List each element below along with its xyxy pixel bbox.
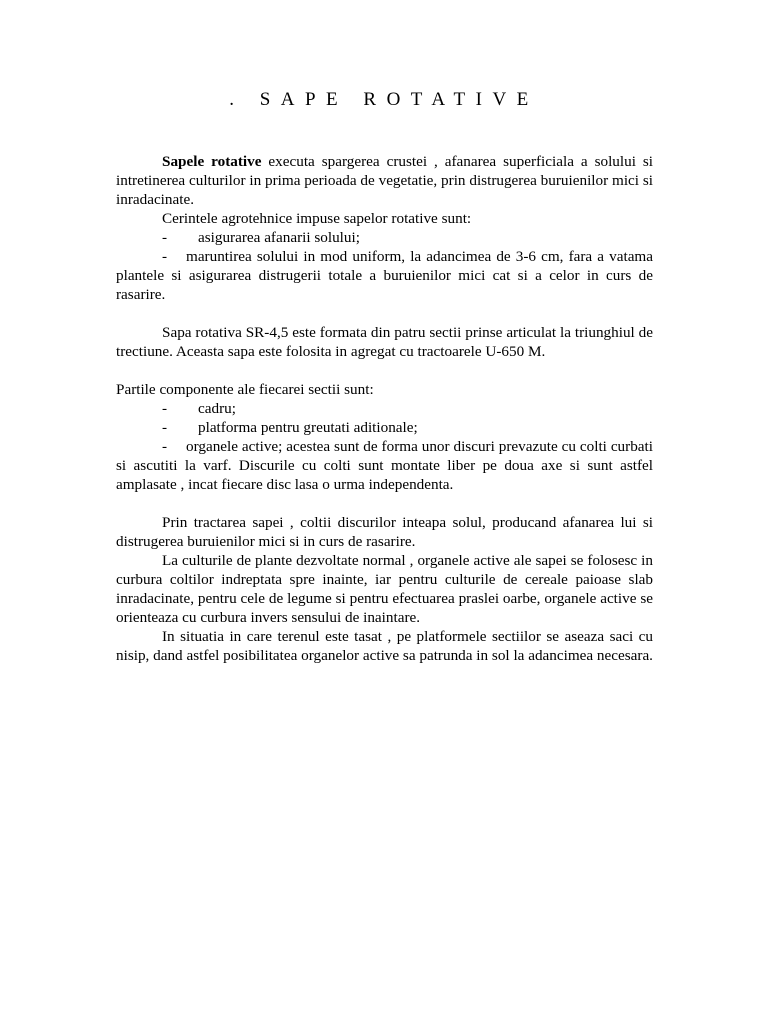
list-dash: - <box>162 438 168 455</box>
paragraph-components: Partile componente ale fiecarei sectii sunt: <box>116 381 374 398</box>
list-dash: - <box>162 248 168 265</box>
list-item <box>116 418 653 437</box>
list-item <box>116 228 653 247</box>
list-item-text: maruntirea solului in mod uniform, la adancimea de 3-6 cm, fara a vatama plantele si asigurarea distrugerii totale a buruienilor mici cat si a celor in curs de rasarire. <box>116 248 653 303</box>
list-item-text: organele active; acestea sunt de forma unor discuri prevazute cu colti curbati si ascutiti la varf. Discurile cu colti sunt montate liber pe doua axe si sunt astfel amplasate , incat fiecare disc lasa o urma independenta. <box>116 438 653 493</box>
list-dash: - <box>162 229 168 246</box>
paragraph-tractare: Prin tractarea sapei , coltii discurilor inteapa solul, producand afanarea lui si distrugerea buruienilor mici si in curs de rasarire. <box>116 514 653 550</box>
paragraph-sapa-rotativa: Sapa rotativa SR-4,5 este formata din patru sectii prinse articulat la triunghiul de trectiune. Aceasta sapa este folosita in agregat cu tractoarele U-650 M. <box>116 324 653 360</box>
list-item <box>116 399 653 418</box>
paragraph-intro <box>116 152 653 209</box>
list-dash: - <box>162 419 168 436</box>
document-body <box>116 152 653 665</box>
page-title: . SAPE ROTATIVE <box>229 89 539 110</box>
list-item-text: cadru; <box>198 400 236 417</box>
list-dash: - <box>162 400 168 417</box>
list-item-text: asigurarea afanarii solului; <box>198 229 360 246</box>
list-item <box>116 437 653 494</box>
list-item-text: platforma pentru greutati aditionale; <box>198 419 418 436</box>
intro-text: executa spargerea crustei , afanarea superficiala a solului si intretinerea culturilor in prima perioada de vegetatie, prin distrugerea buruienilor mici si inradacinate. <box>116 153 653 208</box>
paragraph-teren-tasat: In situatia in care terenul este tasat , pe platformele sectiilor se aseaza saci cu nisip, dand astfel posibilitatea organelor active sa patrunda in sol la adancimea necesara. <box>116 628 653 664</box>
paragraph-requirements: Cerintele agrotehnice impuse sapelor rotative sunt: <box>162 210 472 227</box>
bold-term: Sapele rotative <box>162 153 262 170</box>
list-item <box>116 247 653 304</box>
paragraph-culturi: La culturile de plante dezvoltate normal , organele active ale sapei se folosesc in curbura coltilor indreptata spre inainte, iar pentru culturile de cereale paioase slab inradacinate, pentru cele de legume si pentru efectuarea praslei oarbe, organele active se orienteaza cu curbura invers sensului de inaintare. <box>116 552 653 626</box>
